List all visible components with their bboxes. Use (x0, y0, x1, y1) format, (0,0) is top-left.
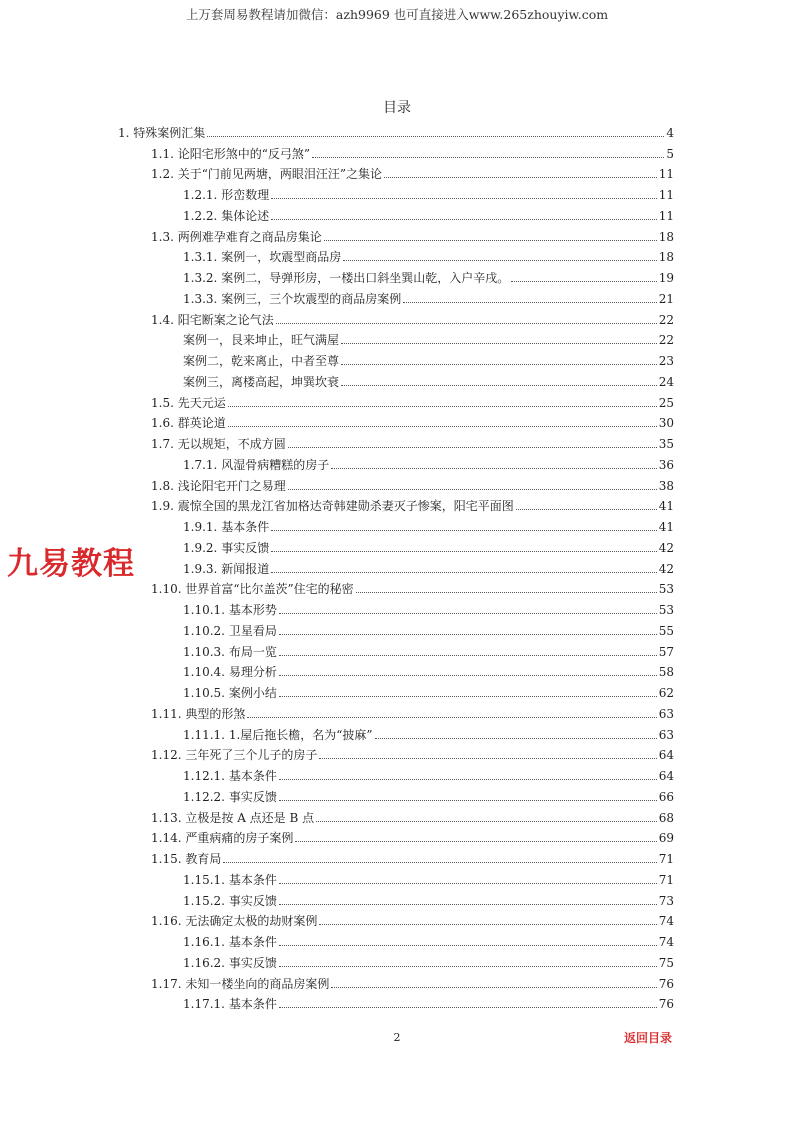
toc-dot-leader (384, 176, 657, 178)
toc-entry-page: 5 (666, 146, 674, 161)
table-of-contents (118, 119, 674, 1011)
toc-dot-leader (279, 882, 657, 884)
toc-entry-number: 1.10.4. (183, 665, 225, 680)
toc-dot-leader (331, 986, 656, 988)
toc-entry[interactable] (118, 202, 674, 223)
toc-entry-label: 震惊全国的黑龙江省加格达奇韩建勋杀妻灭子惨案，阳宅平面图 (177, 499, 514, 514)
toc-entry[interactable] (118, 576, 674, 597)
toc-entry-page: 23 (658, 354, 674, 368)
toc-entry-label: 三年死了三个儿子的房子 (185, 748, 318, 763)
toc-entry[interactable] (118, 762, 674, 783)
toc-entry-page: 68 (658, 810, 674, 825)
toc-dot-leader (279, 965, 657, 967)
toc-entry-page: 42 (658, 540, 674, 555)
toc-entry[interactable] (118, 119, 674, 140)
toc-entry-number: 1.14. (151, 831, 182, 846)
toc-entry-number: 1.7. (151, 437, 174, 451)
toc-dot-leader (279, 903, 657, 905)
toc-entry[interactable] (118, 430, 674, 451)
toc-dot-leader (279, 695, 657, 697)
toc-entry[interactable] (118, 555, 674, 576)
toc-entry-number: 1.3.1. (183, 250, 218, 265)
toc-entry[interactable] (118, 887, 674, 908)
toc-entry-page: 58 (658, 665, 674, 680)
toc-entry-label: 先天元运 (177, 395, 226, 410)
toc-entry-page: 11 (658, 188, 674, 202)
watermark-logo: 九易教程 (7, 546, 135, 582)
toc-entry-number: 1.11. (151, 706, 182, 721)
toc-entry-label: 事实反馈 (228, 955, 277, 970)
toc-entry-label: 案例三，三个坎震型的商品房案例 (221, 291, 402, 306)
toc-entry[interactable] (118, 285, 674, 306)
toc-entry[interactable] (118, 451, 674, 472)
toc-entry[interactable] (118, 161, 674, 182)
toc-entry[interactable] (118, 679, 674, 700)
toc-entry-page: 64 (658, 748, 674, 763)
toc-dot-leader (228, 405, 657, 407)
toc-entry-label: 案例一，坎震型商品房 (221, 250, 342, 265)
toc-entry-page: 11 (658, 167, 674, 182)
toc-entry[interactable] (118, 908, 674, 929)
toc-entry[interactable] (118, 721, 674, 742)
toc-entry-page: 24 (658, 374, 674, 389)
toc-entry-number: 1.9.3. (183, 561, 218, 576)
toc-entry-number: 1.6. (151, 416, 174, 431)
toc-entry-page: 57 (658, 644, 674, 659)
toc-dot-leader (341, 384, 657, 386)
toc-dot-leader (279, 1006, 657, 1008)
toc-entry-page: 35 (658, 437, 674, 451)
toc-entry-page: 18 (658, 250, 674, 265)
toc-entry-page: 76 (658, 976, 674, 991)
toc-entry-page: 19 (658, 271, 674, 285)
toc-entry-label: 关于“门前见两塘，两眼泪汪汪”之集论 (177, 167, 383, 182)
toc-entry-number: 1.12.2. (183, 789, 225, 804)
page-header: 上万套周易教程请加微信：azh9969 也可直接进入www.265zhouyiw.com (185, 7, 609, 22)
toc-entry-number: 1.10.3. (183, 644, 225, 659)
toc-entry-number: 1.9.1. (183, 520, 218, 534)
toc-entry-number: 1.12. (151, 748, 182, 763)
toc-entry-number: 1.3.3. (183, 291, 218, 306)
toc-entry-label: 事实反馈 (221, 540, 270, 555)
toc-entry[interactable] (118, 223, 674, 244)
toc-entry[interactable] (118, 513, 674, 534)
toc-entry-page: 63 (658, 727, 674, 742)
toc-entry-label: 未知一楼坐向的商品房案例 (185, 976, 330, 991)
toc-entry-number: 1.1. (151, 146, 174, 161)
toc-entry-label: 基本条件 (228, 872, 277, 887)
toc-entry-number: 1.8. (151, 478, 174, 493)
toc-entry-label: 立极是按 A 点还是 B 点 (185, 810, 315, 825)
toc-entry[interactable] (118, 140, 674, 161)
toc-entry[interactable] (118, 244, 674, 265)
toc-entry-page: 55 (658, 623, 674, 638)
toc-entry[interactable] (118, 845, 674, 866)
toc-entry-label: 无以规矩，不成方圆 (177, 437, 286, 451)
toc-entry-label: 严重病痛的房子案例 (185, 831, 294, 846)
toc-entry-number: 1.15. (151, 852, 182, 866)
toc-entry-number: 1.10.2. (183, 623, 225, 638)
toc-entry[interactable] (118, 659, 674, 680)
toc-entry-number: 1.15.1. (183, 872, 225, 887)
toc-entry-label: 世界首富“比尔盖茨”住宅的秘密 (185, 582, 354, 597)
toc-entry-number: 1.2.1. (183, 188, 218, 202)
toc-entry-page: 25 (658, 395, 674, 410)
toc-entry-number: 1.16. (151, 914, 182, 929)
toc-entry-label: 案例二，乾来离止，中者至尊 (183, 354, 340, 368)
toc-entry-label: 典型的形煞 (185, 706, 246, 721)
toc-entry[interactable] (118, 596, 674, 617)
toc-entry-label: 基本条件 (221, 520, 270, 534)
toc-entry-page: 22 (658, 312, 674, 327)
toc-dot-leader (279, 674, 657, 676)
toc-dot-leader (324, 239, 657, 241)
toc-dot-leader (247, 716, 656, 718)
toc-dot-leader (207, 135, 664, 137)
toc-dot-leader (403, 301, 657, 303)
toc-entry-number: 1.9. (151, 499, 174, 514)
toc-entry-number: 1.9.2. (183, 540, 218, 555)
toc-entry[interactable] (118, 783, 674, 804)
toc-entry-number: 1.11.1. (183, 727, 225, 742)
back-to-toc-link[interactable]: 返回目录 (624, 1031, 673, 1045)
toc-entry-page: 75 (658, 955, 674, 970)
toc-dot-leader (516, 508, 657, 510)
toc-entry-label: 集体论述 (221, 208, 270, 223)
toc-entry-page: 11 (658, 208, 674, 223)
toc-entry-number: 1.10.5. (183, 686, 225, 700)
toc-entry[interactable] (118, 534, 674, 555)
toc-entry-label: 1.屋后拖长檐，名为“披麻” (228, 727, 373, 742)
toc-dot-leader (319, 923, 656, 925)
toc-entry-label: 教育局 (185, 852, 222, 866)
toc-entry-label: 卫星看局 (228, 623, 277, 638)
toc-entry-label: 特殊案例汇集 (133, 125, 206, 140)
toc-entry-page: 76 (658, 997, 674, 1012)
toc-entry-page: 30 (658, 416, 674, 431)
toc-entry-label: 事实反馈 (228, 893, 277, 908)
toc-entry-page: 69 (658, 831, 674, 846)
toc-entry[interactable] (118, 347, 674, 368)
toc-entry-number: 1.7.1. (183, 457, 218, 472)
toc-entry-number: 1.2.2. (183, 208, 218, 223)
toc-entry-label: 群英论道 (177, 416, 226, 431)
toc-entry[interactable] (118, 638, 674, 659)
toc-entry[interactable] (118, 804, 674, 825)
toc-entry-label: 基本条件 (228, 769, 277, 783)
toc-entry-number: 1.16.2. (183, 955, 225, 970)
toc-entry-number: 1.10.1. (183, 603, 225, 617)
page-number: 2 (393, 1031, 401, 1044)
toc-dot-leader (343, 259, 657, 261)
toc-entry-number: 1.17.1. (183, 997, 225, 1012)
toc-entry-page: 22 (658, 333, 674, 348)
toc-dot-leader (279, 654, 657, 656)
toc-entry-number: 1.3. (151, 229, 174, 244)
toc-entry-page: 53 (658, 603, 674, 617)
toc-dot-leader (271, 529, 657, 531)
toc-title: 目录 (383, 100, 411, 116)
toc-entry-page: 18 (658, 229, 674, 244)
toc-dot-leader (271, 550, 657, 552)
toc-dot-leader (319, 757, 656, 759)
toc-entry-page: 41 (658, 520, 674, 534)
toc-entry[interactable] (118, 327, 674, 348)
toc-dot-leader (279, 612, 657, 614)
toc-entry-number: 1.12.1. (183, 769, 225, 783)
toc-dot-leader (276, 322, 657, 324)
toc-entry-page: 21 (658, 291, 674, 306)
toc-dot-leader (279, 944, 657, 946)
toc-entry[interactable] (118, 700, 674, 721)
toc-entry[interactable] (118, 264, 674, 285)
toc-entry-label: 基本条件 (228, 935, 277, 949)
toc-entry-page: 74 (658, 935, 674, 949)
toc-entry-page: 73 (658, 893, 674, 908)
toc-entry-number: 1.10. (151, 582, 182, 597)
toc-dot-leader (279, 633, 657, 635)
toc-entry[interactable] (118, 825, 674, 846)
toc-entry-number: 1.13. (151, 810, 182, 825)
toc-entry-number: 1.4. (151, 312, 174, 327)
toc-dot-leader (279, 799, 657, 801)
toc-entry[interactable] (118, 493, 674, 514)
toc-entry-label: 两例难孕难育之商品房集论 (177, 229, 322, 244)
toc-entry-label: 浅论阳宅开门之易理 (177, 478, 286, 493)
toc-entry-page: 4 (666, 125, 674, 140)
toc-entry[interactable] (118, 617, 674, 638)
toc-entry-number: 1.5. (151, 395, 174, 410)
toc-entry[interactable] (118, 949, 674, 970)
toc-entry-page: 62 (658, 686, 674, 700)
toc-entry-number: 1.16.1. (183, 935, 225, 949)
toc-entry[interactable] (118, 410, 674, 431)
toc-entry-label: 基本形势 (228, 603, 277, 617)
toc-entry-page: 42 (658, 561, 674, 576)
toc-entry-number: 1.17. (151, 976, 182, 991)
toc-entry-page: 74 (658, 914, 674, 929)
toc-dot-leader (288, 488, 657, 490)
toc-dot-leader (511, 280, 657, 282)
toc-entry-label: 布局一览 (228, 644, 277, 659)
toc-dot-leader (279, 778, 657, 780)
toc-dot-leader (341, 342, 657, 344)
toc-entry[interactable] (118, 928, 674, 949)
toc-entry[interactable] (118, 866, 674, 887)
toc-entry-number: 1.2. (151, 167, 174, 182)
toc-entry-label: 风湿骨病糟糕的房子 (221, 457, 330, 472)
toc-entry-page: 41 (658, 499, 674, 514)
toc-entry[interactable] (118, 991, 674, 1012)
toc-entry-page: 71 (658, 852, 674, 866)
toc-dot-leader (288, 446, 657, 448)
toc-entry-page: 53 (658, 582, 674, 597)
toc-dot-leader (356, 591, 657, 593)
toc-entry-number: 1.15.2. (183, 893, 225, 908)
toc-entry-page: 71 (658, 872, 674, 887)
toc-entry-number: 1. (118, 125, 130, 140)
toc-entry[interactable] (118, 368, 674, 389)
toc-dot-leader (375, 737, 657, 739)
toc-dot-leader (316, 820, 657, 822)
toc-entry-label: 新闻报道 (221, 561, 270, 576)
toc-entry-label: 案例三，离楼高起，坤巽坎衰 (183, 374, 340, 389)
toc-entry-page: 63 (658, 706, 674, 721)
toc-dot-leader (295, 840, 656, 842)
toc-dot-leader (271, 197, 657, 199)
toc-dot-leader (271, 571, 657, 573)
toc-entry-page: 64 (658, 769, 674, 783)
toc-entry-label: 无法确定太极的劫财案例 (185, 914, 318, 929)
toc-entry-label: 案例一，艮来坤止，旺气满屋 (183, 333, 340, 348)
toc-dot-leader (271, 218, 657, 220)
toc-entry-label: 易理分析 (228, 665, 277, 680)
toc-entry[interactable] (118, 742, 674, 763)
toc-entry[interactable] (118, 472, 674, 493)
toc-entry-page: 36 (658, 457, 674, 472)
toc-entry-label: 案例小结 (228, 686, 277, 700)
toc-entry[interactable] (118, 181, 674, 202)
toc-entry[interactable] (118, 306, 674, 327)
toc-dot-leader (228, 425, 657, 427)
toc-dot-leader (341, 363, 657, 365)
toc-entry-label: 基本条件 (228, 997, 277, 1012)
toc-entry-page: 66 (658, 789, 674, 804)
toc-entry-label: 阳宅断案之论气法 (177, 312, 274, 327)
toc-entry[interactable] (118, 389, 674, 410)
toc-entry-page: 38 (658, 478, 674, 493)
toc-entry[interactable] (118, 970, 674, 991)
toc-entry-label: 案例二，导弹形房，一楼出口斜坐巽山乾，入户辛戌。 (221, 271, 510, 285)
toc-entry-label: 形峦数理 (221, 188, 270, 202)
toc-dot-leader (331, 467, 657, 469)
toc-dot-leader (223, 861, 656, 863)
toc-entry-label: 事实反馈 (228, 789, 277, 804)
toc-entry-number: 1.3.2. (183, 271, 218, 285)
toc-entry-label: 论阳宅形煞中的“反弓煞” (177, 146, 311, 161)
toc-dot-leader (312, 156, 664, 158)
